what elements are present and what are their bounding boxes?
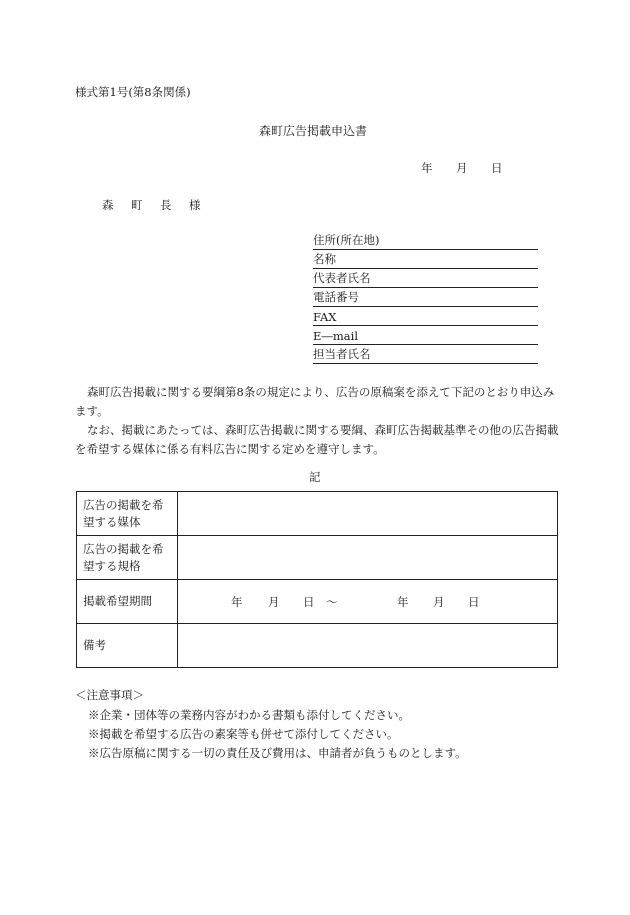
period-to-year: 年: [397, 595, 409, 609]
application-table: [76, 491, 558, 668]
period-from-day: 日: [303, 595, 315, 609]
phone-field[interactable]: [313, 288, 538, 307]
field-label: 電話番号: [313, 290, 359, 304]
period-to-month: 月: [433, 595, 445, 609]
period-separator: ～: [326, 595, 338, 609]
period-from-year: 年: [231, 595, 243, 609]
period-to-day: 日: [468, 595, 480, 609]
remarks-label: 備考: [77, 624, 178, 668]
table-row: [77, 580, 558, 624]
date-month: 月: [456, 161, 468, 175]
note-item: ※企業・団体等の業務内容がわかる書類も添付してください。: [88, 708, 410, 722]
field-label: E―mail: [313, 329, 359, 343]
notes-heading: ＜注意事項＞: [75, 688, 144, 702]
email-field[interactable]: [313, 326, 538, 345]
fax-field[interactable]: [313, 307, 538, 326]
name-field[interactable]: [313, 250, 538, 269]
table-row: [77, 624, 558, 668]
ki-label: 記: [309, 470, 321, 484]
field-label: 住所(所在地): [313, 233, 380, 247]
body-paragraph-1: 森町広告掲載に関する要綱第8条の規定により、広告の原稿案を添えて下記のとおり申込みます。: [75, 385, 555, 418]
table-row: [77, 492, 558, 536]
period-from-month: 月: [268, 595, 280, 609]
document-title: 森町広告掲載申込書: [259, 124, 368, 138]
field-label: 名称: [313, 252, 336, 266]
field-label: 担当者氏名: [313, 347, 371, 361]
address-field[interactable]: [313, 231, 538, 250]
spec-value[interactable]: [178, 536, 558, 580]
note-item: ※掲載を希望する広告の素案等も併せて添付してください。: [88, 727, 399, 741]
representative-field[interactable]: [313, 269, 538, 288]
media-label: 広告の掲載を希 望する媒体: [77, 492, 178, 536]
remarks-value[interactable]: [178, 624, 558, 668]
field-label: 代表者氏名: [313, 271, 371, 285]
table-row: [77, 536, 558, 580]
body-paragraph-2: なお、掲載にあたっては、森町広告掲載に関する要綱、森町広告掲載基準その他の広告掲載を希望する媒体に係る有料広告に関する定めを遵守します。: [75, 423, 559, 456]
note-item: ※広告原稿に関する一切の責任及び費用は、申請者が負うものとします。: [88, 746, 467, 760]
contact-person-field[interactable]: [313, 345, 538, 364]
period-value[interactable]: [178, 580, 558, 624]
date-year: 年: [421, 161, 433, 175]
form-number: 様式第1号(第8条関係): [75, 85, 191, 99]
media-value[interactable]: [178, 492, 558, 536]
period-label: 掲載希望期間: [77, 580, 178, 624]
field-label: FAX: [313, 310, 337, 324]
addressee: 森 町 長 様: [102, 198, 204, 212]
date-day: 日: [491, 161, 503, 175]
spec-label: 広告の掲載を希 望する規格: [77, 536, 178, 580]
